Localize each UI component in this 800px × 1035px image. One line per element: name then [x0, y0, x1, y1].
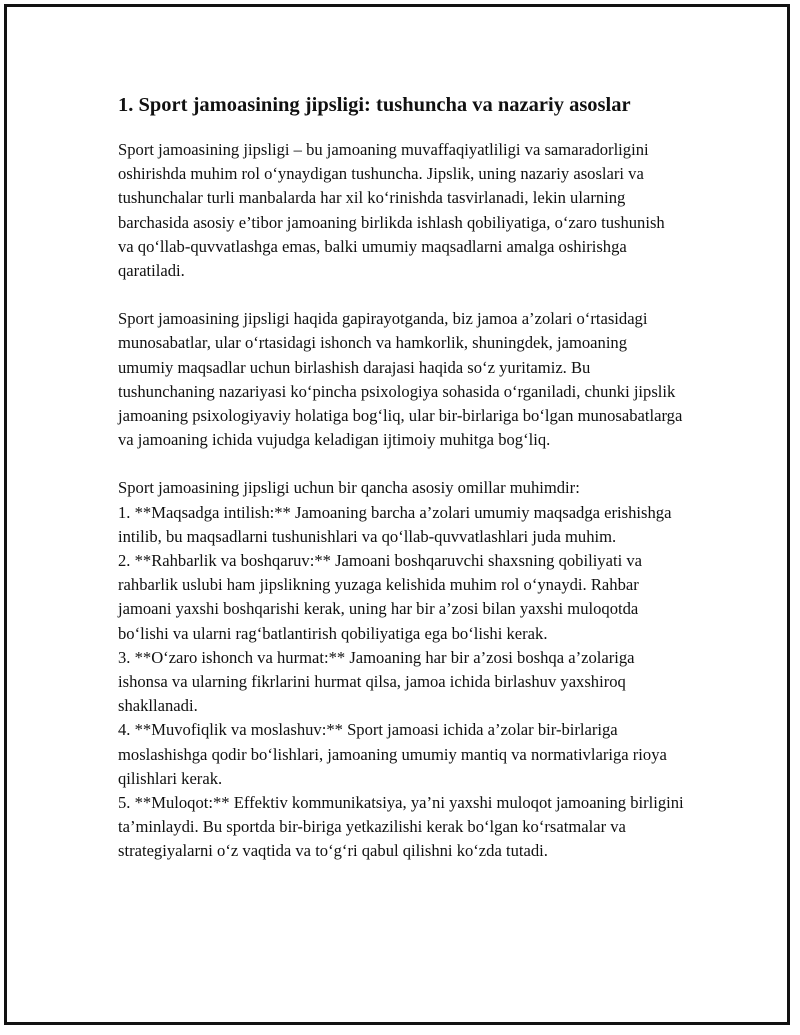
factors-list	[118, 501, 684, 864]
list-item: 2. **Rahbarlik va boshqaruv:** Jamoani boshqaruvchi shaxsning qobiliyati va rahbarlik uslubi ham jipslikning yuzaga kelishida muhim rol o‘ynaydi. Rahbar jamoani yaxshi boshqarishi kerak, uning har bir a’zosi bilan yaxshi muloqotda bo‘lishi va ularni rag‘batlantirish qobiliyatiga ega bo‘lishi kerak.	[118, 551, 642, 643]
section-heading: 1. Sport jamoasining jipsligi: tushuncha va nazariy asoslar	[118, 94, 631, 116]
paragraph-1: Sport jamoasining jipsligi – bu jamoaning muvaffaqiyatliligi va samaradorligini oshirishda muhim rol o‘ynaydigan tushuncha. Jipslik, uning nazariy asoslari va tushunchalar turli manbalarda har xil ko‘rinishda tasvirlanadi, lekin ularning barchasida asosiy e’tibor jamoaning birlikda ishlash qobiliyatiga, o‘zaro tushunish va qo‘llab-quvvatlashga emas, balki umumiy maqsadlarni amalga oshirishga qaratiladi.	[118, 140, 665, 281]
document-page	[118, 90, 684, 864]
list-item: 4. **Muvofiqlik va moslashuv:** Sport jamoasi ichida a’zolar bir-birlariga moslashishga qodir bo‘lishlari, jamoaning umumiy mantiq va normativlariga rioya qilishlari kerak.	[118, 720, 667, 788]
list-intro: Sport jamoasining jipsligi uchun bir qancha asosiy omillar muhimdir:	[118, 478, 580, 498]
paragraph-2: Sport jamoasining jipsligi haqida gapirayotganda, biz jamoa a’zolari o‘rtasidagi munosabatlar, ular o‘rtasidagi ishonch va hamkorlik, shuningdek, jamoaning umumiy maqsadlar uchun birlashish darajasi haqida so‘z yuritamiz. Bu tushunchaning nazariyasi ko‘pincha psixologiya sohasida o‘rganiladi, chunki jipslik jamoaning psixologiyaviy holatiga bog‘liq, ular bir-birlariga bo‘lgan munosabatlarga va jamoaning ichida vujudga keladigan ijtimoiy muhitga bog‘liq.	[118, 309, 683, 450]
list-item: 5. **Muloqot:** Effektiv kommunikatsiya, ya’ni yaxshi muloqot jamoaning birligini ta’minlaydi. Bu sportda bir-biriga yetkazilishi kerak bo‘lgan ko‘rsatmalar va strategiyalarni o‘z vaqtida va to‘g‘ri qabul qilishni ko‘zda tutadi.	[118, 793, 684, 861]
list-item: 1. **Maqsadga intilish:** Jamoaning barcha a’zolari umumiy maqsadga erishishga intilib, bu maqsadlarni tushunishlari va qo‘llab-quvvatlashlari juda muhim.	[118, 502, 672, 546]
list-item: 3. **O‘zaro ishonch va hurmat:** Jamoaning har bir a’zosi boshqa a’zolariga ishonsa va ularning fikrlarini hurmat qilsa, jamoa ichida birlashuv yaxshiroq shakllanadi.	[118, 647, 635, 716]
